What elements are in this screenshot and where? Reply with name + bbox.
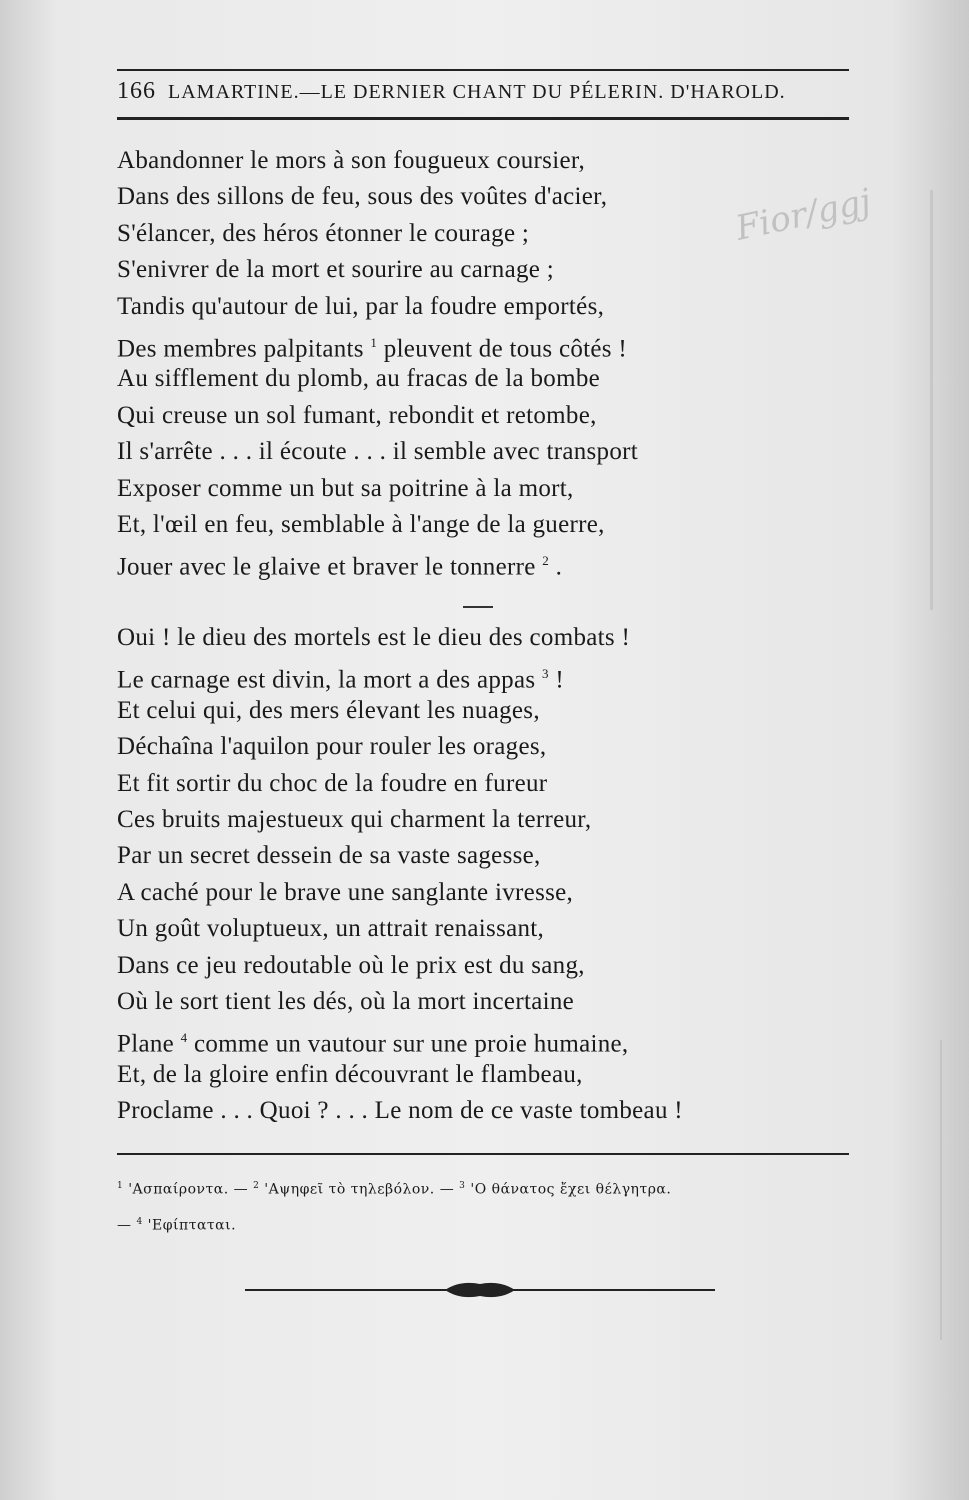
running-title: LAMARTINE.—LE DERNIER CHANT DU PÉLERIN. D'HAROLD. — [168, 81, 786, 103]
verse-line — [117, 766, 877, 802]
verse-text: Jouer avec le glaive et braver le tonnerre — [117, 553, 536, 581]
footnote-number: 3 — [459, 1181, 466, 1191]
verse-text: Des membres palpitants — [117, 335, 364, 363]
footnote-ref: 2 — [542, 553, 550, 569]
verse-text-continued: pleuvent de tous côtés ! — [383, 335, 628, 363]
verse-text: Proclame . . . Quoi ? . . . Le nom de ce vaste tombeau ! — [117, 1097, 683, 1125]
verse-line — [117, 434, 877, 470]
verse-line — [117, 729, 877, 765]
verse-text: Et fit sortir du choc de la foudre en fureur — [117, 769, 548, 797]
verse-text: Un goût voluptueux, un attrait renaissant, — [117, 915, 545, 943]
verse-text: Dans ce jeu redoutable où le prix est du sang, — [117, 951, 585, 979]
verse-text: Déchaîna l'aquilon pour rouler les orages, — [117, 733, 547, 761]
verse-text: Tandis qu'autour de lui, par la foudre emportés, — [117, 292, 605, 320]
verse-line — [117, 398, 877, 434]
verse-line — [117, 656, 877, 692]
footnote-text: 'Εφίπταται. — [147, 1217, 237, 1234]
verse-line — [117, 693, 877, 729]
verse-line — [117, 948, 877, 984]
footnote-line-1 — [117, 1170, 857, 1206]
verse-line — [117, 471, 877, 507]
verse-line — [117, 543, 877, 579]
page-number: 166 — [117, 78, 156, 104]
verse-text: S'élancer, des héros étonner le courage ; — [117, 219, 530, 247]
verse-line — [117, 252, 877, 288]
verse-line — [117, 361, 877, 397]
verse-line — [117, 984, 877, 1020]
verse-line — [117, 216, 877, 252]
verse-line — [117, 289, 877, 325]
verse-line — [117, 620, 877, 656]
handwritten-annotation: Fior/ggj — [732, 181, 875, 249]
header-rule-bottom — [117, 117, 849, 120]
footnote-number: 4 — [136, 1216, 143, 1227]
verse-text: Et celui qui, des mers élevant les nuages, — [117, 696, 540, 724]
verse-text: Plane — [117, 1030, 175, 1058]
verse-line — [117, 143, 877, 179]
paper-crease — [940, 1040, 942, 1340]
header-rule-top — [117, 69, 849, 71]
verse-text-continued: comme un vautour sur une proie humaine, — [193, 1030, 629, 1058]
stanza-1 — [117, 143, 877, 580]
verse-line — [117, 911, 877, 947]
verse-text: A caché pour le brave une sanglante ivresse, — [117, 878, 574, 906]
footnote-text: 'Ο θάνατος ἔχει θέλγητρα. — [470, 1181, 672, 1198]
footnote-ref: 4 — [180, 1030, 188, 1046]
running-header — [117, 78, 849, 105]
verse-line — [117, 1020, 877, 1056]
footnote-rule — [117, 1153, 849, 1155]
footnote-text: 'Αψηφεῖ τὸ τηλεβόλον. — — [264, 1181, 455, 1198]
verse-text: Exposer comme un but sa poitrine à la mort, — [117, 474, 574, 502]
footnote-number: 2 — [253, 1181, 260, 1191]
paper-crease — [930, 190, 933, 610]
verse-text-continued: ! — [555, 666, 564, 694]
verse-text: Oui ! le dieu des mortels est le dieu des combats ! — [117, 624, 631, 651]
verse-text: Ces bruits majestueux qui charment la terreur, — [117, 805, 592, 833]
footnote-number: 1 — [117, 1181, 124, 1191]
verse-text: Et, l'œil en feu, semblable à l'ange de la guerre, — [117, 510, 605, 538]
verse-text: Où le sort tient les dés, où la mort incertaine — [117, 987, 575, 1015]
verse-text: S'enivrer de la mort et sourire au carnage ; — [117, 256, 554, 284]
stanza-2 — [117, 620, 877, 1129]
footnote-ref: 1 — [370, 334, 378, 350]
ornament-divider — [245, 1278, 715, 1302]
verse-text: Abandonner le mors à son fougueux coursier, — [117, 147, 586, 174]
footnote-text: 'Ασπαίροντα. — — [128, 1181, 249, 1198]
footnote-line-2 — [117, 1206, 857, 1242]
verse-line — [117, 507, 877, 543]
verse-text-continued: . — [555, 553, 563, 581]
verse-text: Il s'arrête . . . il écoute . . . il semble avec transport — [117, 438, 639, 466]
stanza-separator — [463, 606, 493, 608]
verse-line — [117, 875, 877, 911]
verse-line — [117, 1057, 877, 1093]
verse-text: Dans des sillons de feu, sous des voûtes d'acier, — [117, 183, 608, 211]
verse-line — [117, 1093, 877, 1129]
verse-text: Le carnage est divin, la mort a des appas — [117, 666, 536, 694]
verse-line — [117, 838, 877, 874]
verse-line — [117, 325, 877, 361]
verse-line — [117, 802, 877, 838]
footnote-ref: 3 — [541, 666, 549, 682]
verse-text: Qui creuse un sol fumant, rebondit et retombe, — [117, 401, 597, 429]
verse-text: Et, de la gloire enfin découvrant le flambeau, — [117, 1060, 583, 1088]
verse-line — [117, 179, 877, 215]
footnotes — [117, 1170, 857, 1241]
verse-text: Par un secret dessein de sa vaste sagesse, — [117, 842, 541, 870]
footnote-dash: — — [117, 1217, 132, 1234]
verse-text: Au sifflement du plomb, au fracas de la bombe — [117, 365, 601, 393]
